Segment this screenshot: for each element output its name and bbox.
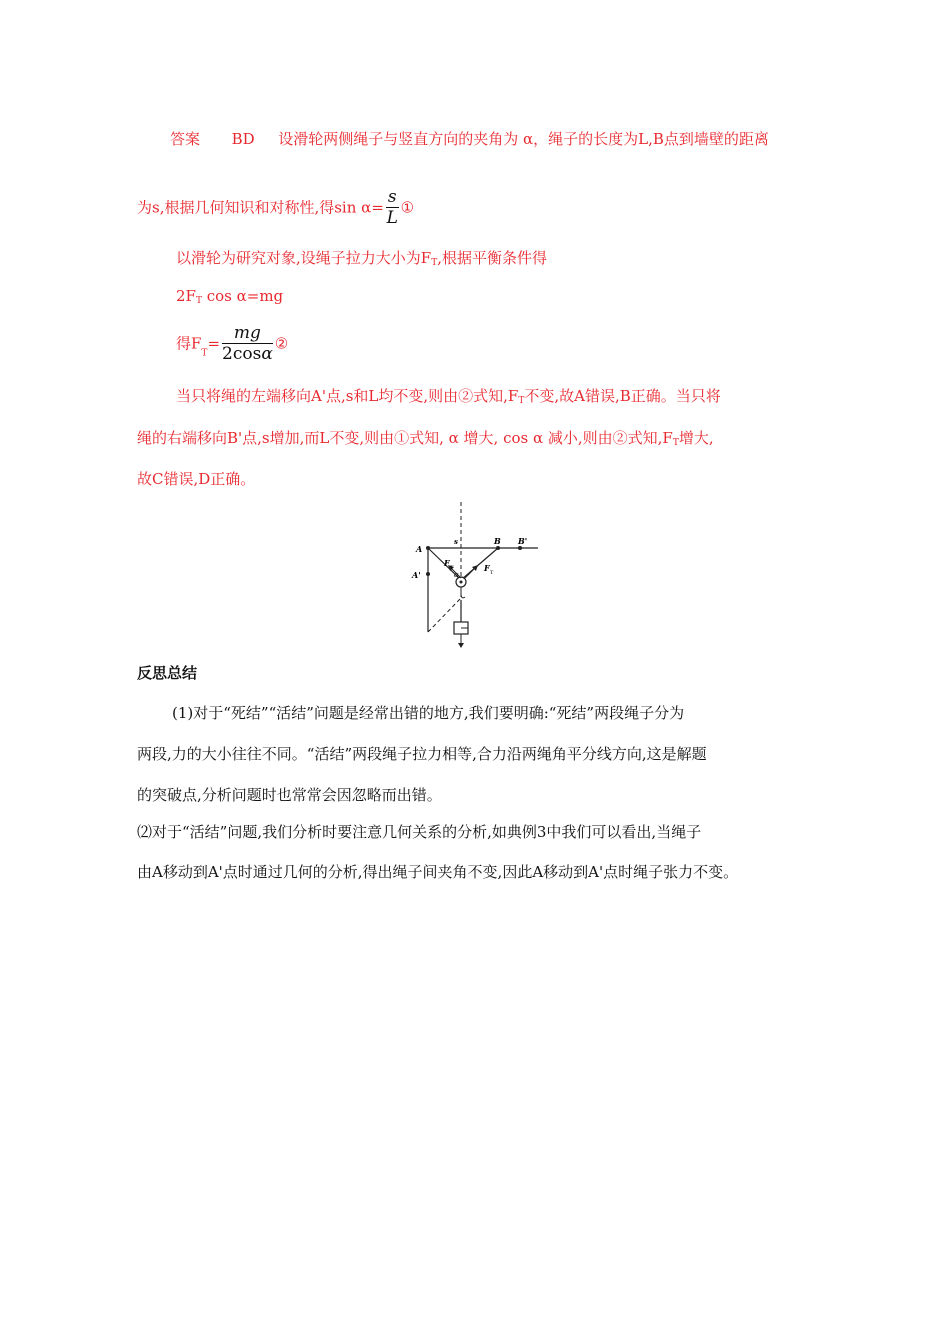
- fraction-mg-over-2cos: [222, 323, 273, 364]
- label-b-prime: B': [518, 536, 528, 546]
- label-t-right: T: [490, 570, 494, 576]
- eq-marker-1: ①: [400, 198, 415, 217]
- answer-line-1: [170, 129, 769, 149]
- answer-label: 答案: [170, 130, 201, 148]
- fraction-numerator: s: [387, 187, 397, 207]
- answer-line-3: 以滑轮为研究对象,设绳子拉力大小为$F_T$,根据平衡条件得: [176, 249, 547, 268]
- label-t-left: T: [450, 565, 454, 571]
- summary-p1-line-3: 的突破点,分析问题时也常常会因忽略而出错。: [137, 786, 442, 804]
- label-a-prime: A': [412, 570, 421, 580]
- pulley-axle: [460, 581, 463, 584]
- point-a-prime: [426, 572, 430, 576]
- fraction-denominator: L: [386, 208, 398, 228]
- answer-text-2: 为s,根据几何知识和对称性,得sin α=: [137, 198, 384, 217]
- answer-line-8: 故C错误,D正确。: [137, 470, 256, 488]
- summary-p2-line-1: ⑵对于“活结”问题,我们分析时要注意几何关系的分析,如典例3中我们可以看出,当绳子: [137, 823, 702, 841]
- label-f-right: F: [484, 563, 490, 573]
- gravity-arrow-head: [458, 643, 464, 648]
- label-s: s: [454, 537, 458, 546]
- point-b-prime: [518, 546, 522, 550]
- summary-heading: 反思总结: [137, 664, 198, 682]
- point-b: [496, 546, 500, 550]
- label-f-left: F: [444, 558, 450, 568]
- summary-p1-line-1: (1)对于“死结”“活结”问题是经常出错的地方,我们要明确:“死结”两段绳子分为: [172, 704, 685, 722]
- eq-marker-2: ②: [274, 334, 289, 353]
- pulley-diagram: [410, 500, 550, 650]
- answer-text-1: 设滑轮两侧绳子与竖直方向的夹角为 α，绳子的长度为L,B点到墙壁的距离: [278, 130, 769, 148]
- answer-line-7: 绳的右端移向B'点,s增加,而L不变,则由①式知, α 增大, cos α 减小,则由②式知$,F_T$增大,: [137, 429, 714, 448]
- point-a: [426, 546, 430, 550]
- label-alpha: α: [454, 571, 459, 579]
- answer-option: BD: [231, 130, 255, 148]
- summary-p1-line-2: 两段,力的大小往往不同。“活结”两段绳子拉力相等,合力沿两绳角平分线方向,这是解题: [137, 745, 707, 763]
- answer-line-4: $2F_T$ cos α=mg: [176, 287, 284, 306]
- label-a: A: [416, 544, 423, 554]
- label-b: B: [494, 536, 501, 546]
- hook-icon: [461, 587, 465, 598]
- answer-line-2: [137, 187, 414, 228]
- summary-p2-line-2: 由A移动到A'点时通过几何的分析,得出绳子间夹角不变,因此A移动到A'点时绳子张力不变。: [137, 863, 739, 881]
- answer-line-6: 当只将绳的左端移向A'点,s和L均不变,则由②式知$,F_T$不变,故A错误,B正确。当只将: [176, 387, 721, 406]
- fraction-denominator: 2cosα: [222, 344, 273, 364]
- answer-line-5: 得$F_T=$ $\frac{mg}{2\cos\alpha}$ ②: [176, 323, 289, 364]
- fraction-s-over-l: [386, 187, 399, 228]
- fraction-numerator: mg: [222, 323, 273, 344]
